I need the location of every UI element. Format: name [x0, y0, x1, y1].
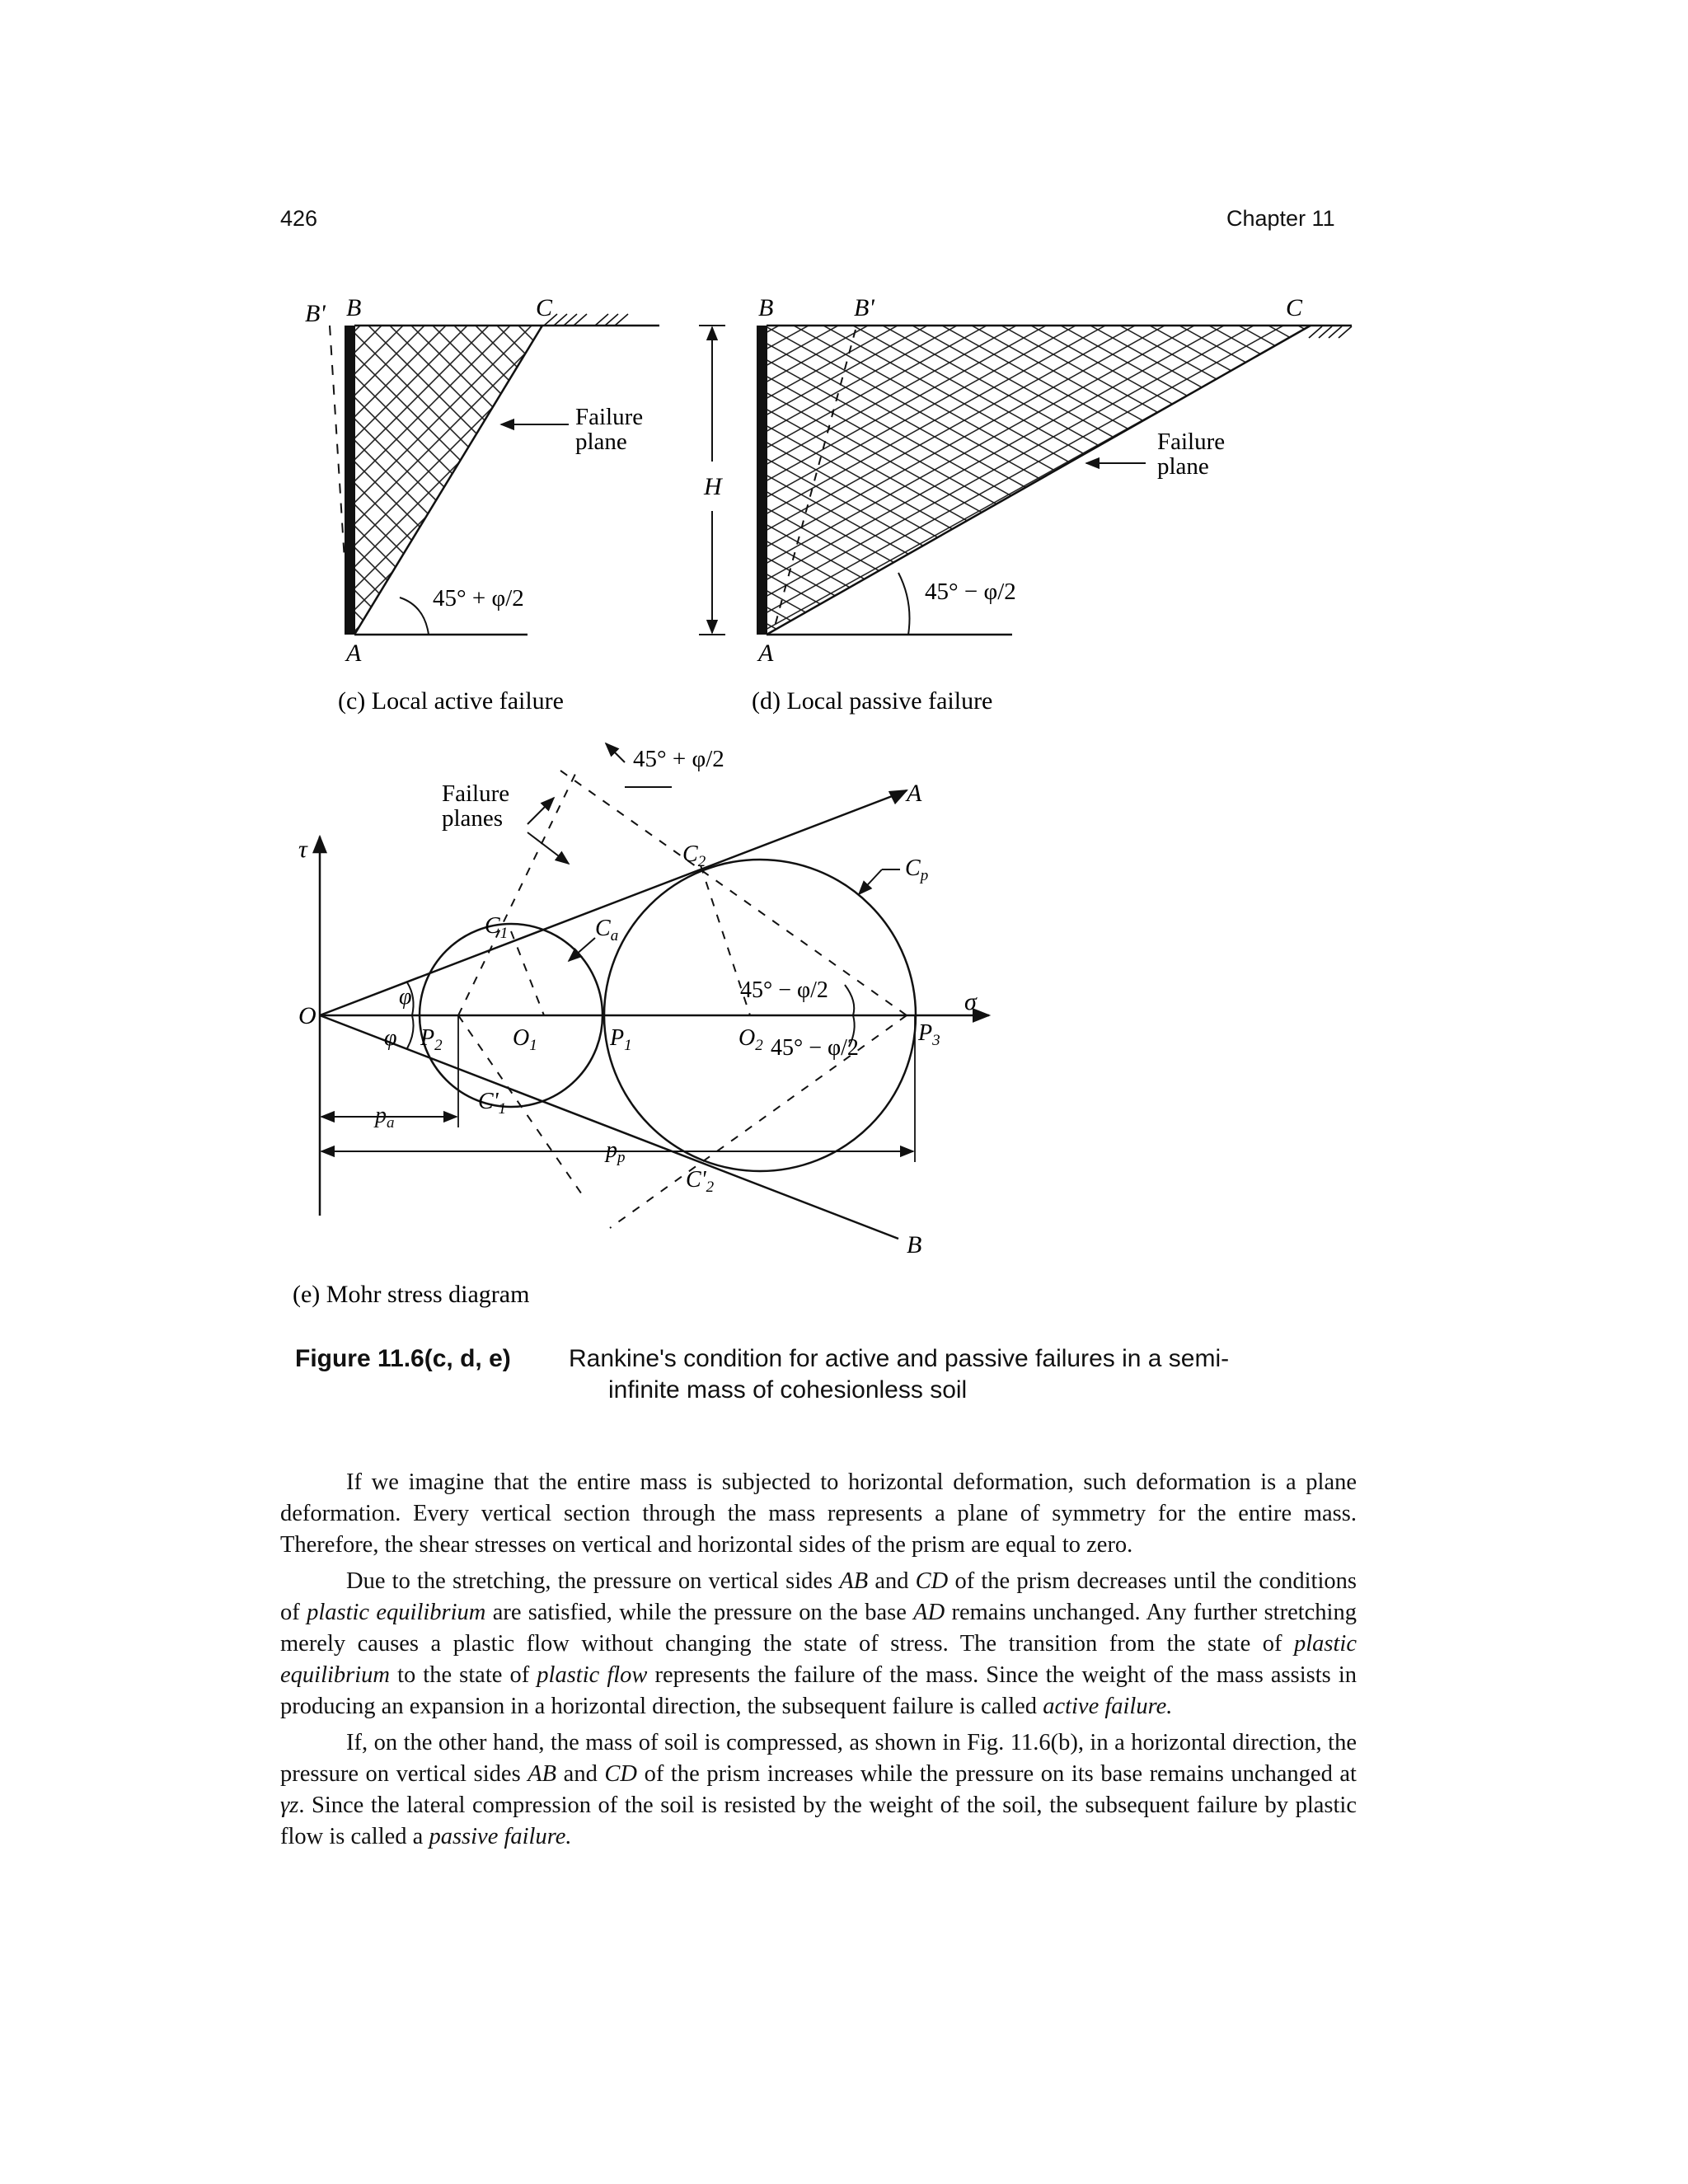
failure-plane-dashes — [458, 771, 907, 1228]
panel-e-mohr-stress-diagram — [293, 743, 989, 1308]
chapter-heading: Chapter 11 — [1226, 206, 1335, 231]
label-angle-mid-lower: 45° − φ/2 — [771, 1035, 859, 1061]
label-C1: $C_1$ — [485, 913, 509, 942]
label-B-prime-d: B' — [854, 294, 874, 321]
angle-top-arrow — [606, 743, 625, 762]
failure-planes-arrow-up — [528, 798, 554, 824]
ground-hatch-marks-c — [544, 314, 628, 326]
label-O2: $O_2$ — [738, 1025, 763, 1054]
caption-panel-e: (e) Mohr stress diagram — [293, 1281, 530, 1308]
label-failure-planes-line1: Failure — [442, 780, 510, 807]
label-failure-c-line2: plane — [575, 429, 627, 455]
panel-c-local-active-failure — [305, 294, 659, 715]
figure-caption-line1: Rankine's condition for active and passive failures in a semi- — [569, 1345, 1230, 1372]
figure-caption-line2: infinite mass of cohesionless soil — [608, 1376, 968, 1404]
label-failure-planes-line2: planes — [442, 805, 504, 832]
phi-arc-lower — [407, 1015, 414, 1048]
label-C-d: C — [1286, 294, 1303, 321]
ground-hatch-marks-d — [1309, 326, 1352, 338]
angle-arc-d — [898, 573, 910, 635]
label-Cp: $C_p$ — [905, 855, 929, 884]
label-B-c: B — [346, 294, 362, 321]
label-sigma: σ — [964, 988, 977, 1015]
rotated-wall-dashed-c — [330, 326, 345, 560]
label-O: O — [298, 1002, 316, 1029]
body-text — [280, 1467, 1357, 1853]
label-B-prime-c: B' — [305, 300, 326, 327]
label-phi-lower: φ — [384, 1025, 397, 1051]
label-angle-top: 45° + φ/2 — [633, 746, 724, 772]
retaining-wall-c — [345, 326, 355, 635]
label-C2-prime: $C'_2$ — [686, 1167, 715, 1196]
label-C1-prime: $C'_1$ — [478, 1089, 507, 1118]
angle-arc-mid-upper — [845, 985, 854, 1015]
label-failure-c-line1: Failure — [575, 404, 644, 430]
angle-arc-c — [400, 598, 429, 635]
label-failure-d-line2: plane — [1157, 453, 1209, 480]
caption-panel-d: (d) Local passive failure — [752, 687, 993, 715]
paragraph-1: If we imagine that the entire mass is subjected to horizontal deformation, such deformation is a plane deformation. Every vertical section through the mass represents a plane of symmetry for the entire mass. Therefore, the shear stresses on vertical and horizontal sides of the prism are equal to zero. — [280, 1469, 1357, 1558]
label-P2: $P_2$ — [420, 1025, 443, 1054]
page-number: 426 — [280, 206, 318, 231]
label-A-e: A — [907, 780, 922, 807]
label-A-d: A — [758, 640, 774, 667]
label-pp: $p_p$ — [606, 1137, 626, 1166]
caption-panel-c: (c) Local active failure — [338, 687, 564, 715]
label-P3: $P_3$ — [918, 1020, 940, 1049]
figure-number: Figure 11.6(c, d, e) — [295, 1345, 511, 1372]
label-P1: $P_1$ — [610, 1025, 632, 1054]
label-B-d: B — [758, 294, 774, 321]
label-O1: $O_1$ — [513, 1025, 537, 1054]
label-angle-c: 45° + φ/2 — [433, 585, 524, 612]
label-H-d: H — [704, 473, 722, 500]
retaining-wall-d — [757, 326, 767, 635]
label-A-c: A — [346, 640, 362, 667]
paragraph-2: Due to the stretching, the pressure on vertical sides AB and CD of the prism decreases until the conditions of plastic equilibrium are satisfied, while the pressure on the base AD remains unchanged. Any further stretching merely causes a plastic flow without changing the state of stress. The transition from the state of plastic equilibrium to the state of plastic flow represents the failure of the mass. Since the weight of the mass assists in producing an expansion in a horizontal direction, the subsequent failure is called active failure. — [280, 1568, 1357, 1719]
label-pa: $p_a$ — [375, 1103, 395, 1132]
Cp-pointer — [859, 869, 882, 894]
label-phi-upper: φ — [399, 984, 412, 1010]
label-angle-d: 45° − φ/2 — [925, 579, 1016, 605]
label-B-e: B — [907, 1231, 922, 1258]
label-Ca: $C_a$ — [595, 916, 619, 944]
label-C-c: C — [536, 294, 553, 321]
panel-d-local-passive-failure — [699, 294, 1352, 715]
label-angle-mid-upper: 45° − φ/2 — [740, 977, 828, 1003]
label-failure-d-line1: Failure — [1157, 429, 1226, 455]
label-tau: τ — [298, 836, 307, 863]
paragraph-3: If, on the other hand, the mass of soil is compressed, as shown in Fig. 11.6(b), in a horizontal direction, the pressure on vertical sides AB and CD of the prism increases while the pressure on its base remains unchanged at γz. Since the lateral compression of the soil is resisted by the weight of the soil, the subsequent failure by plastic flow is called a passive failure. — [280, 1730, 1357, 1849]
label-C2: $C_2$ — [682, 841, 706, 870]
